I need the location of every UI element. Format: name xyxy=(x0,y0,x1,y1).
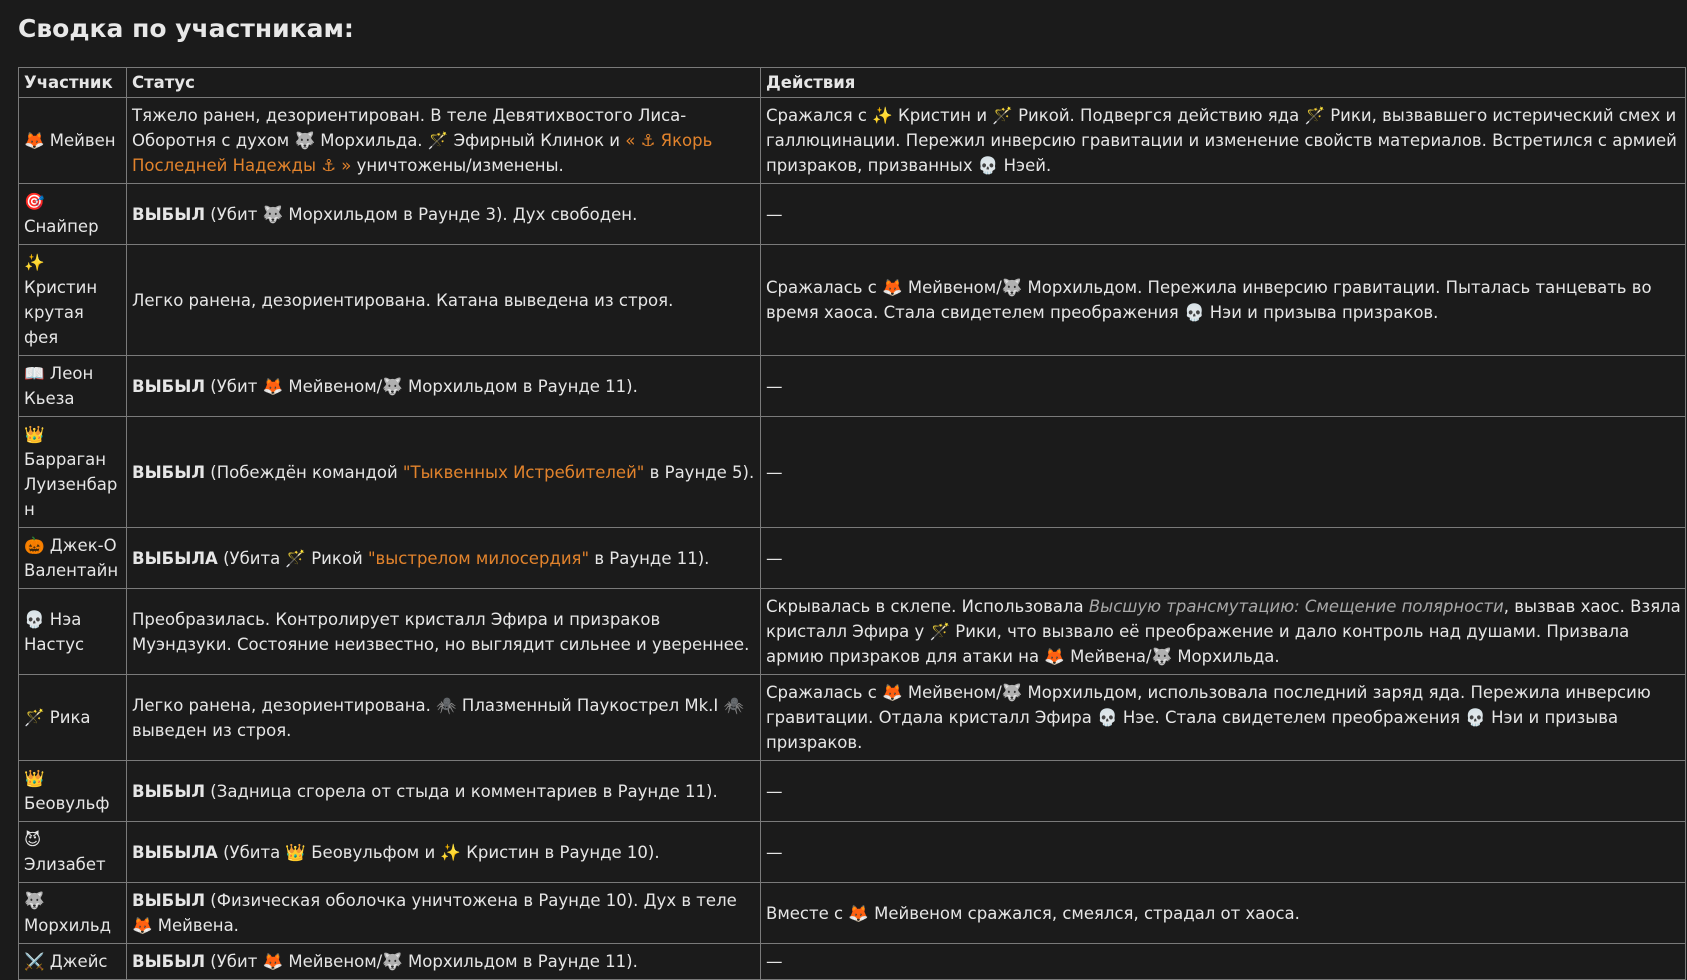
column-header-actions: Действия xyxy=(761,68,1686,98)
actions-cell: — xyxy=(761,356,1686,417)
actions-cell: Скрывалась в склепе. Использовала Высшую трансмутацию: Смещение полярности, вызвав хаос. Взяла кристалл Эфира у 🪄 Рики, что вызвало её преображение и дало контроль над душами. Призвала армию призраков для атаки на 🦊 Мейвена/🐺 Морхильда. xyxy=(761,589,1686,675)
actions-cell: — xyxy=(761,528,1686,589)
status-cell: ВЫБЫЛА (Убита 👑 Беовульфом и ✨ Кристин в Раунде 10). xyxy=(127,822,761,883)
status-cell: ВЫБЫЛ (Физическая оболочка уничтожена в Раунде 10). Дух в теле 🦊 Мейвена. xyxy=(127,883,761,944)
table-row xyxy=(19,822,1686,883)
participant-cell: ⚔️ Джейс xyxy=(19,944,127,980)
actions-cell: — xyxy=(761,822,1686,883)
table-row xyxy=(19,944,1686,980)
section-heading: Сводка по участникам: xyxy=(18,14,354,43)
table-row xyxy=(19,528,1686,589)
table-row xyxy=(19,675,1686,761)
table-row xyxy=(19,417,1686,528)
actions-cell: Сражалась с 🦊 Мейвеном/🐺 Морхильдом. Пережила инверсию гравитации. Пыталась танцевать во время хаоса. Стала свидетелем преображения 💀 Нэи и призыва призраков. xyxy=(761,245,1686,356)
participant-cell: 👑 Беовульф xyxy=(19,761,127,822)
actions-cell: — xyxy=(761,184,1686,245)
participant-cell: 📖 Леон Кьеза xyxy=(19,356,127,417)
table-row xyxy=(19,356,1686,417)
participant-cell: 👑 Барраган Луизенбарн xyxy=(19,417,127,528)
status-cell: ВЫБЫЛ (Убит 🦊 Мейвеном/🐺 Морхильдом в Раунде 11). xyxy=(127,356,761,417)
actions-cell: — xyxy=(761,417,1686,528)
status-cell: ВЫБЫЛ (Задница сгорела от стыда и комментариев в Раунде 11). xyxy=(127,761,761,822)
table-header-row xyxy=(19,68,1686,98)
actions-cell: Сражалась с 🦊 Мейвеном/🐺 Морхильдом, использовала последний заряд яда. Пережила инверсию гравитации. Отдала кристалл Эфира 💀 Нэе. Стала свидетелем преображения 💀 Нэи и призыва призраков. xyxy=(761,675,1686,761)
actions-cell: — xyxy=(761,944,1686,980)
actions-cell: Вместе с 🦊 Мейвеном сражался, смеялся, страдал от хаоса. xyxy=(761,883,1686,944)
table-row xyxy=(19,589,1686,675)
participant-cell: 😈 Элизабет xyxy=(19,822,127,883)
status-cell: ВЫБЫЛ (Побеждён командой "Тыквенных Истребителей" в Раунде 5). xyxy=(127,417,761,528)
actions-cell: Сражался с ✨ Кристин и 🪄 Рикой. Подвергся действию яда 🪄 Рики, вызвавшего истерический смех и галлюцинации. Пережил инверсию гравитации и изменение свойств материалов. Встретился с армией призраков, призванных 💀 Нэей. xyxy=(761,98,1686,184)
status-cell: Тяжело ранен, дезориентирован. В теле Девятихвостого Лиса-Оборотня с духом 🐺 Морхильда. 🪄 Эфирный Клинок и « ⚓ Якорь Последней Надежды ⚓ » уничтожены/изменены. xyxy=(127,98,761,184)
table-row xyxy=(19,245,1686,356)
actions-cell: — xyxy=(761,761,1686,822)
table-row xyxy=(19,883,1686,944)
table-row xyxy=(19,184,1686,245)
participants-table xyxy=(18,67,1686,980)
column-header-status: Статус xyxy=(127,68,761,98)
status-cell: ВЫБЫЛ (Убит 🐺 Морхильдом в Раунде 3). Дух свободен. xyxy=(127,184,761,245)
participant-cell: ✨ Кристин крутая фея xyxy=(19,245,127,356)
participant-cell: 🐺 Морхильд xyxy=(19,883,127,944)
column-header-participant: Участник xyxy=(19,68,127,98)
status-cell: Преобразилась. Контролирует кристалл Эфира и призраков Муэндзуки. Состояние неизвестно, но выглядит сильнее и увереннее. xyxy=(127,589,761,675)
participant-cell: 💀 Нэа Настус xyxy=(19,589,127,675)
participant-cell: 🦊 Мейвен xyxy=(19,98,127,184)
participant-cell: 🎃 Джек-О Валентайн xyxy=(19,528,127,589)
status-cell: ВЫБЫЛ (Убит 🦊 Мейвеном/🐺 Морхильдом в Раунде 11). xyxy=(127,944,761,980)
table-row xyxy=(19,761,1686,822)
status-cell: ВЫБЫЛА (Убита 🪄 Рикой "выстрелом милосердия" в Раунде 11). xyxy=(127,528,761,589)
status-cell: Легко ранена, дезориентирована. Катана выведена из строя. xyxy=(127,245,761,356)
table-row xyxy=(19,98,1686,184)
participant-cell: 🪄 Рика xyxy=(19,675,127,761)
status-cell: Легко ранена, дезориентирована. 🕷️ Плазменный Паукострел Mk.I 🕷️ выведен из строя. xyxy=(127,675,761,761)
participant-cell: 🎯 Снайпер xyxy=(19,184,127,245)
